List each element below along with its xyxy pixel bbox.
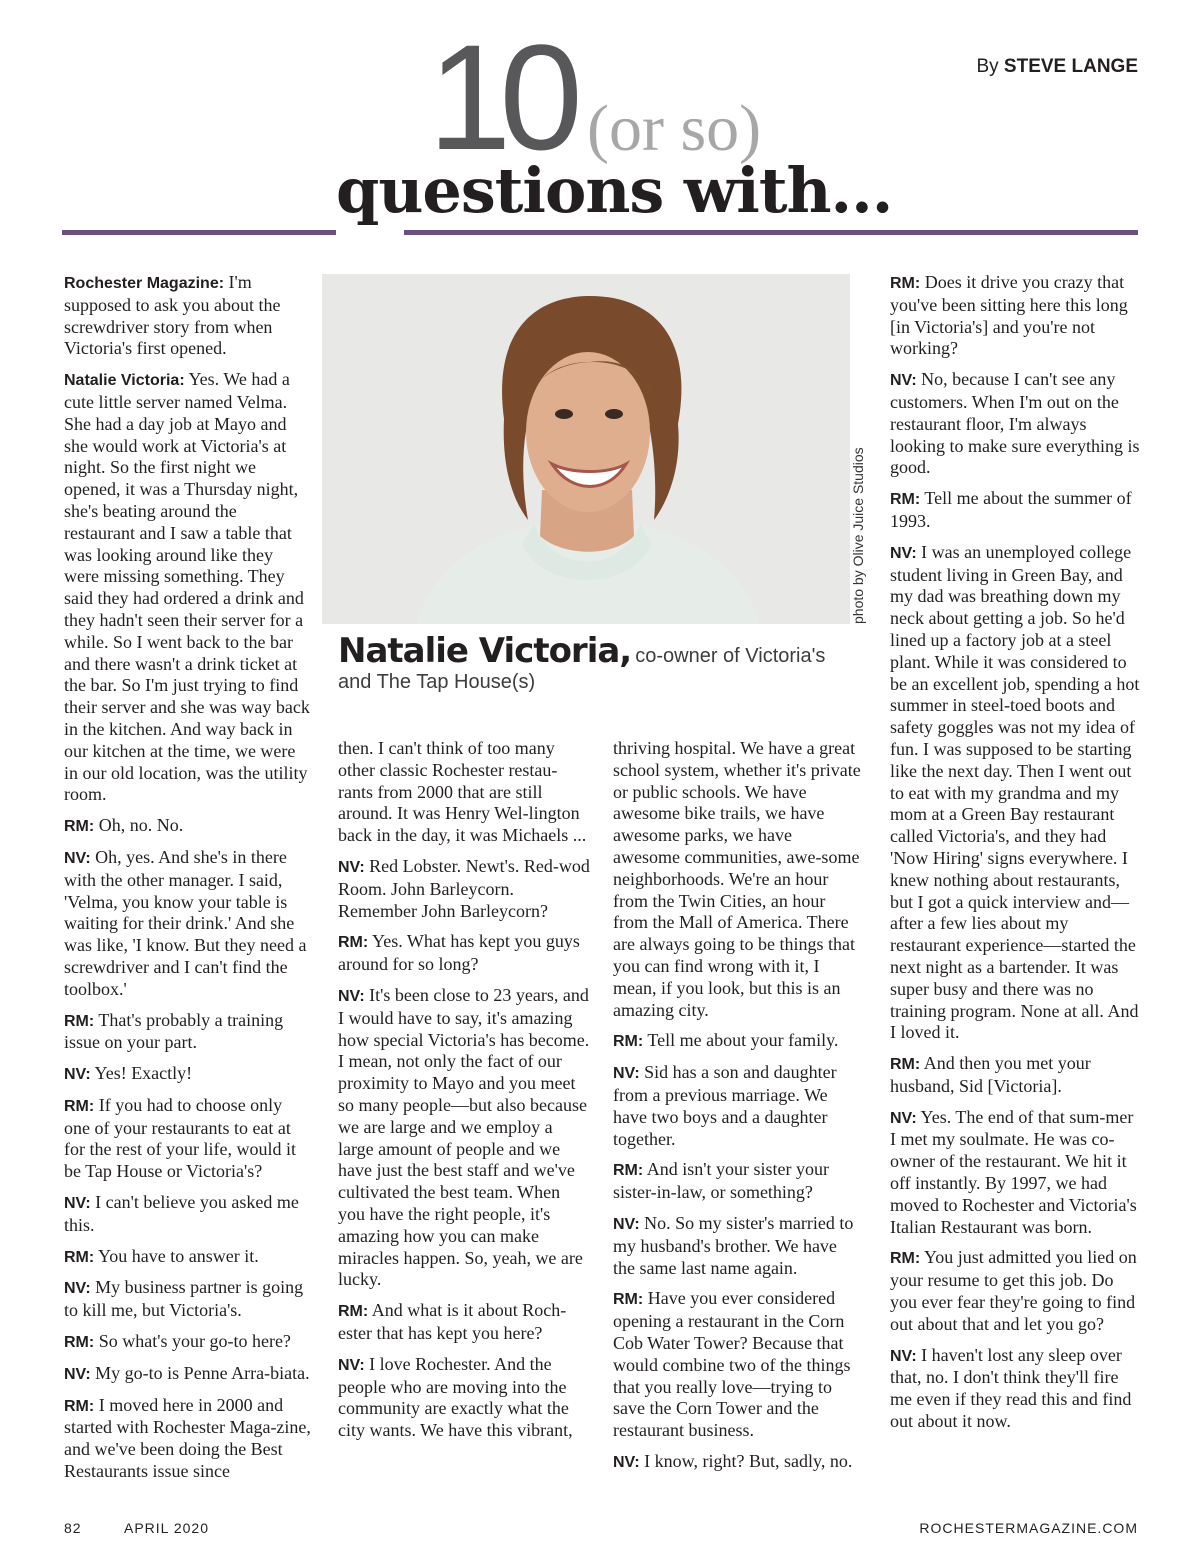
paragraph-text: You just admitted you lied on your resume to get this job. Do you ever fear they're going to find out about that and let you go? bbox=[890, 1247, 1137, 1334]
speaker-label: RM: bbox=[338, 934, 369, 952]
byline bbox=[976, 56, 1138, 78]
interview-paragraph bbox=[64, 847, 312, 1001]
speaker-label: NV: bbox=[890, 1347, 917, 1365]
interview-paragraph bbox=[64, 369, 312, 806]
speaker-label: RM: bbox=[64, 1334, 95, 1352]
page-number: 82 bbox=[64, 1520, 82, 1536]
paragraph-text: You have to answer it. bbox=[94, 1245, 259, 1266]
interview-paragraph bbox=[64, 1395, 312, 1483]
interview-paragraph bbox=[613, 1451, 863, 1474]
interview-paragraph bbox=[613, 738, 863, 1021]
paragraph-text: Tell me about the summer of 1993. bbox=[890, 488, 1132, 531]
interview-paragraph bbox=[64, 1095, 312, 1183]
interview-paragraph bbox=[338, 738, 590, 847]
paragraph-text: then. I can't think of too many other classic Rochester restau-rants from 2000 that are still around. It was Henry Wel-lington back in the day, it was Michaels ... bbox=[338, 738, 587, 846]
speaker-label: Natalie Victoria: bbox=[64, 372, 185, 390]
speaker-label: NV: bbox=[613, 1453, 640, 1471]
interview-paragraph bbox=[338, 1354, 590, 1442]
paragraph-text: And what is it about Roch-ester that has kept you here? bbox=[338, 1300, 567, 1343]
paragraph-text: My business partner is going to kill me, but Victoria's. bbox=[64, 1277, 304, 1321]
interview-paragraph bbox=[613, 1213, 863, 1279]
interview-paragraph bbox=[890, 1247, 1140, 1335]
interview-paragraph bbox=[613, 1159, 863, 1204]
column-3 bbox=[613, 738, 863, 1483]
speaker-label: NV: bbox=[613, 1215, 640, 1233]
title-questions: questions with... bbox=[336, 154, 893, 227]
speaker-label: NV: bbox=[613, 1065, 640, 1083]
interview-paragraph bbox=[613, 1030, 863, 1053]
title-or-so: (or so) bbox=[587, 92, 762, 165]
paragraph-text: My go-to is Penne Arra-biata. bbox=[90, 1362, 310, 1383]
column-2 bbox=[338, 738, 590, 1451]
speaker-label: RM: bbox=[64, 1097, 95, 1115]
paragraph-text: Red Lobster. Newt's. Red-wod Room. John Barleycorn. Remember John Barleycorn? bbox=[338, 855, 590, 921]
speaker-label: RM: bbox=[338, 1303, 369, 1321]
speaker-label: NV: bbox=[890, 1109, 917, 1127]
interview-paragraph bbox=[338, 931, 590, 976]
speaker-label: RM: bbox=[64, 818, 95, 836]
speaker-label: NV: bbox=[64, 1195, 91, 1213]
interview-paragraph bbox=[64, 272, 312, 360]
paragraph-text: Have you ever considered opening a restaurant in the Corn Cob Water Tower? Because that would combine two of the things that you really love—trying to save the Corn Tower and the restaurant business. bbox=[613, 1288, 851, 1441]
speaker-label: RM: bbox=[64, 1397, 95, 1415]
paragraph-text: So what's your go-to here? bbox=[94, 1331, 291, 1352]
interview-paragraph bbox=[890, 1345, 1140, 1433]
speaker-label: NV: bbox=[890, 544, 917, 562]
speaker-label: NV: bbox=[64, 1066, 91, 1084]
paragraph-text: Yes! Exactly! bbox=[90, 1063, 193, 1084]
interview-paragraph bbox=[338, 856, 590, 922]
interview-paragraph bbox=[890, 542, 1140, 1044]
title-number: 10 bbox=[428, 13, 571, 181]
paragraph-text: Yes. What has kept you guys around for so long? bbox=[338, 931, 580, 975]
paragraph-text: I can't believe you asked me this. bbox=[64, 1192, 299, 1235]
paragraph-text: Oh, yes. And she's in there with the other manager. I said, 'Velma, you know your table is waiting for their drink.' And she was like, 'I know. But they need a screwdriver and I can't find the toolbox.' bbox=[64, 846, 307, 999]
caption-name: Natalie Victoria, bbox=[338, 631, 632, 671]
speaker-label: RM: bbox=[64, 1012, 95, 1030]
interview-paragraph bbox=[64, 1363, 312, 1386]
interview-paragraph bbox=[64, 1010, 312, 1055]
portrait-photo bbox=[322, 274, 850, 624]
paragraph-text: I moved here in 2000 and started with Rochester Maga-zine, and we've been doing the Best Restaurants issue since bbox=[64, 1394, 311, 1482]
interview-paragraph bbox=[338, 1300, 590, 1345]
speaker-label: RM: bbox=[64, 1248, 95, 1266]
speaker-label: NV: bbox=[64, 1280, 91, 1298]
speaker-label: Rochester Magazine: bbox=[64, 275, 225, 292]
interview-paragraph bbox=[890, 272, 1140, 360]
speaker-label: RM: bbox=[613, 1291, 644, 1309]
speaker-label: RM: bbox=[890, 1250, 921, 1268]
interview-paragraph bbox=[64, 1331, 312, 1354]
interview-paragraph bbox=[64, 1063, 312, 1086]
speaker-label: RM: bbox=[890, 1056, 921, 1074]
paragraph-text: Sid has a son and daughter from a previous marriage. We have two boys and a daughter together. bbox=[613, 1062, 837, 1149]
paragraph-text: Yes. The end of that sum-mer I met my soulmate. He was co-owner of the restaurant. We hit it off instantly. By 1997, we had moved to Rochester and Victoria's Italian Restaurant was born. bbox=[890, 1106, 1137, 1237]
interview-paragraph bbox=[890, 1053, 1140, 1098]
paragraph-text: It's been close to 23 years, and I would have to say, it's amazing how special Victoria's has become. I mean, not only the fact of our proximity to Mayo and you meet so many people—but also because we are large and we employ a large amount of people and we have just the best staff and we've cultivated the best team. When you have the right people, it's amazing how you can make miracles happen. So, yeah, we are lucky. bbox=[338, 984, 590, 1290]
paragraph-text: Oh, no. No. bbox=[94, 815, 184, 836]
caption-role-line2: and The Tap House(s) bbox=[338, 671, 536, 693]
interview-paragraph bbox=[890, 488, 1140, 533]
speaker-label: NV: bbox=[64, 849, 91, 867]
paragraph-text: And isn't your sister your sister-in-law, or something? bbox=[613, 1159, 829, 1203]
paragraph-text: Yes. We had a cute little server named Velma. She had a day job at Mayo and she would work at Victoria's at night. So the first night we opened, it was a Thursday night, she's beating around the restaurant and I saw a table that was looking around like they were missing something. They said they had ordered a drink and they hadn't seen their server for a while. So I went back to the bar and there wasn't a drink ticket at the bar. So I'm just trying to find their server and she was way back in the kitchen. And way back in our kitchen at the time, we were in our old location, was the utility room. bbox=[64, 369, 310, 805]
interview-paragraph bbox=[64, 1246, 312, 1269]
speaker-label: RM: bbox=[890, 275, 921, 292]
interview-paragraph bbox=[613, 1062, 863, 1150]
interview-paragraph bbox=[64, 815, 312, 838]
paragraph-text: thriving hospital. We have a great school system, whether it's private or public schools. We have awesome bike trails, we have awesome parks, we have awesome communities, awe-some neighborhoods. We're an hour from the Twin Cities, an hour from the Mall of America. There are always going to be things that you can find wrong with it, I mean, if you look, but this is an amazing city. bbox=[613, 738, 861, 1020]
speaker-label: NV: bbox=[338, 987, 365, 1005]
byline-prefix: By bbox=[976, 56, 999, 77]
column-4 bbox=[890, 272, 1140, 1442]
paragraph-text: I love Rochester. And the people who are moving into the community are exactly what the city wants. We have this vibrant, bbox=[338, 1353, 573, 1441]
paragraph-text: And then you met your husband, Sid [Victoria]. bbox=[890, 1053, 1091, 1096]
title-rule-left bbox=[62, 230, 336, 235]
paragraph-text: I was an unemployed college student living in Green Bay, and my dad was breathing down my neck about getting a job. So he'd lined up a factory job at a steel plant. While it was considered to be an excellent job, spending a hot summer in steel-toed boots and safety goggles was not my idea of fun. I was supposed to be starting like the next day. Then I went out to eat with my grandma and my mom at a Green Bay restaurant called Victoria's, and they had 'Now Hiring' signs everywhere. I knew nothing about restaurants, but I got a quick interview and—after a few lies about my restaurant experience—started the next night as a bartender. It was super busy and there was no training program. None at all. And I loved it. bbox=[890, 541, 1140, 1043]
title-rule-right bbox=[404, 230, 1138, 235]
column-1 bbox=[64, 272, 312, 1492]
paragraph-text: That's probably a training issue on your part. bbox=[64, 1009, 284, 1053]
issue-date: APRIL 2020 bbox=[124, 1520, 209, 1536]
interview-paragraph bbox=[64, 1277, 312, 1322]
paragraph-text: I know, right? But, sadly, no. bbox=[639, 1450, 853, 1471]
paragraph-text: No, because I can't see any customers. When I'm out on the restaurant floor, I'm always looking to make sure everything is good. bbox=[890, 369, 1140, 478]
paragraph-text: I haven't lost any sleep over that, no. I don't think they'll fire me even if they read this and find out about it now. bbox=[890, 1344, 1132, 1432]
paragraph-text: No. So my sister's married to my husband's brother. We have the same last name again. bbox=[613, 1212, 854, 1278]
interview-paragraph bbox=[890, 1107, 1140, 1239]
interview-paragraph bbox=[613, 1288, 863, 1442]
speaker-label: RM: bbox=[890, 491, 921, 509]
paragraph-text: Tell me about your family. bbox=[643, 1030, 839, 1051]
interview-paragraph bbox=[890, 369, 1140, 479]
speaker-label: NV: bbox=[338, 858, 365, 876]
paragraph-text: I'm supposed to ask you about the screwdriver story from when Victoria's first opened. bbox=[64, 272, 281, 359]
speaker-label: NV: bbox=[890, 372, 917, 390]
paragraph-text: Does it drive you crazy that you've been sitting here this long [in Victoria's] and you're not working? bbox=[890, 272, 1128, 359]
paragraph-text: If you had to choose only one of your restaurants to eat at for the rest of your life, would it be Tap House or Victoria's? bbox=[64, 1094, 296, 1182]
caption-role: co-owner of Victoria's bbox=[635, 645, 826, 667]
speaker-label: NV: bbox=[64, 1365, 91, 1383]
interview-paragraph bbox=[338, 985, 590, 1291]
interview-paragraph bbox=[64, 1192, 312, 1237]
speaker-label: RM: bbox=[613, 1162, 644, 1180]
speaker-label: RM: bbox=[613, 1033, 644, 1051]
website: ROCHESTERMAGAZINE.COM bbox=[919, 1520, 1138, 1536]
photo-credit: photo by Olive Juice Studios bbox=[850, 447, 866, 624]
speaker-label: NV: bbox=[338, 1356, 365, 1374]
photo-caption bbox=[338, 631, 858, 693]
byline-author: STEVE LANGE bbox=[1003, 56, 1138, 77]
portrait-illustration bbox=[322, 274, 850, 624]
